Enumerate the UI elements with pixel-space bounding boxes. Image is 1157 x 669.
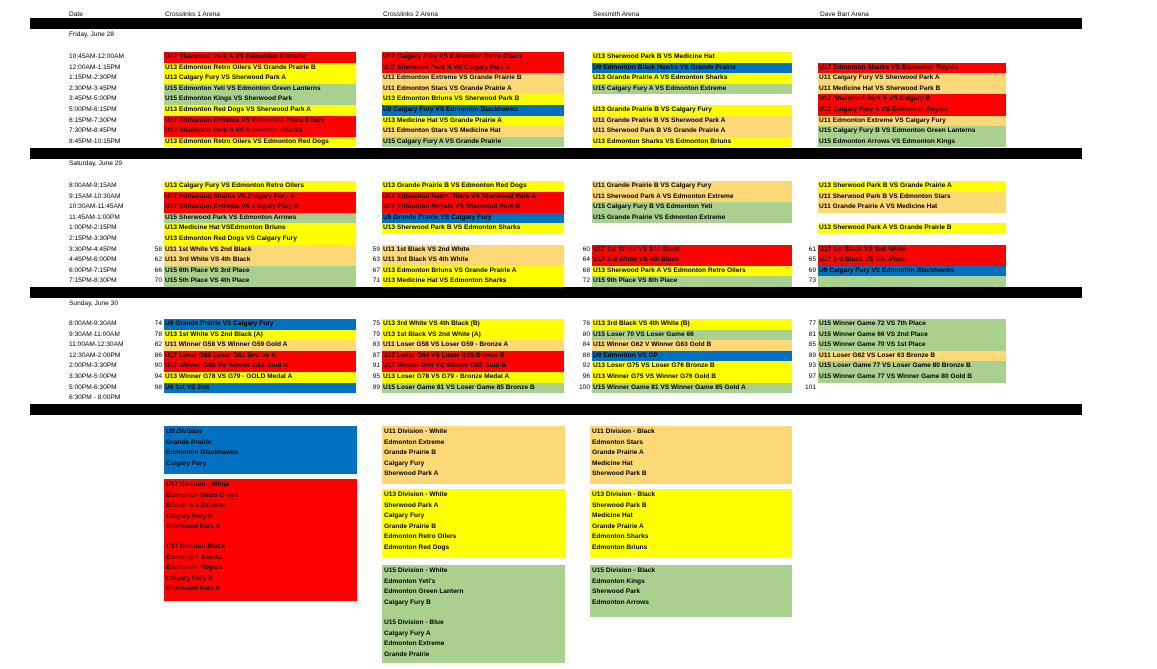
time-slot: 11:00AM-12:30AM [69,341,124,349]
time-slot: 11:45AM-1:00PM [69,213,120,221]
game-number: 72 [582,277,590,285]
division-team: Edmonton Kings [592,577,645,585]
division-team: Calgary Fury B [166,512,213,520]
division-team: Edmonton Stars [592,438,643,446]
header-crosslinks-2: Crosslinks 2 Arena [383,11,438,18]
division-title: U15 Division - Blue [384,619,444,626]
game-number: 95 [372,373,380,380]
time-slot: 9:30AM-11:00AM [69,330,120,338]
game-cell: U11 Winner G62 V Winner G63 Gold B [592,340,792,351]
game-number: 59 [372,245,380,253]
game-cell: U11 Edmonton Stars VS Medicine Hat [382,126,564,137]
game-cell: U11 Grande Prairie B VS Calgary Fury [592,181,792,192]
game-cell: U13 Winner G75 VS Winner G76 Gold B [592,372,792,383]
game-cell: U13 Grande Prairie B VS Edmonton Red Dogs [382,181,564,192]
game-cell: U13 Calgary Fury VS Edmonton Retro Oilers [164,181,356,192]
game-cell: U13 Sherwood Park B VS Medicine Hat [592,52,792,63]
game-number: 89 [808,351,816,359]
game-cell: U11 Loser G58 VS Loser G59 - Bronze A [382,340,564,351]
division-team: Medicine Hat [592,512,633,520]
time-slot: 2:00PM-3:30PM [69,362,117,370]
game-cell: U15 Calgary Fury B VS Edmonton Yeti [592,202,792,213]
time-slot: 3:45PM-5:00PM [69,95,117,103]
game-cell: U15 Calgary Fury A VS Grande Prairie [382,137,564,148]
division-team: Edmonton Extreme [384,640,445,648]
game-cell: U15 Sherwood Park VS Edmonton Arrows [164,213,356,224]
game-cell: U11 Edmonton Extreme VS Grande Prairie B [382,73,564,84]
division-team: Edmonton Royals [166,564,223,572]
division-team: Grande Prairie A [592,522,644,530]
time-slot: 8:45PM-10:15PM [69,137,121,145]
division-team: Grande Prairie B [384,522,437,530]
time-slot: 12:00AM-1:15PM [69,63,121,71]
division-team: Medicine Hat [592,459,633,467]
game-cell: U13 Edmonton Sharks VS Edmonton Briuns [592,137,792,148]
game-cell: U17 Sherwood Park B VS Calgary Fury A [382,63,564,74]
division-team: Sherwood Park B [592,470,647,478]
game-cell: U17 Loser G60 Loser G61 Bronze A [164,351,356,362]
division-team: Sherwood Park A [384,470,439,478]
game-cell: U17 3rd White VS 4th Black [592,255,792,266]
division-title: U9 Division [166,428,202,435]
game-cell: U15 6th Place VS 3rd Place [164,266,356,277]
division-team: Calgary Fury A [384,629,431,637]
game-cell: U13 Loser G75 VS Loser G76 Bronze B [592,361,792,372]
day-label-saturday: Saturday, June 29 [69,160,123,167]
division-title: U17 Division Black [166,543,226,550]
game-cell: U15 Calgary Fury A VS Edmonton Extreme [592,84,792,95]
game-number: 81 [808,330,816,338]
time-slot: 8:00AM-9:15AM [69,182,117,189]
division-title: U15 Division - Black [592,567,656,574]
division-team: Edmonton Arrows [592,598,649,606]
game-cell: U13 Sherwood Park B VS Edmonton Sharks [382,223,564,234]
division-team: Edmonton Yeti's [384,577,436,585]
game-cell: U11 Medicine Hat VS Sherwood Park B [818,84,1006,95]
game-cell: U13 Edmonton Briuns VS Sherwood Park B [382,94,564,105]
time-slot: 7:30PM-8:45PM [69,127,117,135]
game-number: 98 [154,383,162,391]
game-cell: U13 Edmonton Red Dogs VS Sherwood Park A [164,105,356,116]
game-cell: U13 Edmonton Retro Oilers VS Edmonton Red Dogs [164,137,356,148]
game-cell: U11 Sherwood Park B VS Grande Prairie A [592,126,792,137]
game-cell: U17 1st Black VS 2nd White [818,245,1006,256]
game-cell: U17 Edmonton Royals VS Sherwood Park B [382,202,564,213]
game-cell: U17 Sherwood Park A VS Calgary B [818,94,1006,105]
game-number: 101 [804,383,816,391]
division-u11-black [590,426,792,484]
game-cell: U11 Winner G58 VS Winner G59 Gold A [164,340,356,351]
time-slot: 4:45PM-6:00PM [69,256,117,264]
header-dave-barr: Dave Barr Arena [820,11,869,18]
game-number: 100 [578,383,590,391]
game-cell: U11 1st Black VS 2nd White [382,245,564,256]
division-team: Sherwood Park A [384,501,439,509]
game-cell: U13 Medicine Hat VSEdmonton Briuns [164,223,356,234]
game-cell: U11 Calgary Fury VS Sherwood Park A [818,73,1006,84]
game-cell: U17 Edmonton Sharks VS Calgary Fury A [164,192,356,203]
header-crosslinks-1: Crosslinks 1 Arena [165,11,220,18]
time-slot: 10:45AM-12:00AM [69,53,124,60]
day-label-sunday: Sunday, June 30 [69,300,119,307]
time-slot: 6:15PM-7:30PM [69,116,117,124]
game-cell: U11 Loser G62 VS Loser 63 Bronze B [818,351,1006,362]
time-slot: 7:15PM-8:30PM [69,277,117,285]
time-slot: 1:00PM-2:15PM [69,224,117,232]
game-cell: U17 Sherwood Park B VS Edmonton Sharks [164,126,356,137]
division-team: Edmonton Retro Oilers [166,491,239,499]
game-cell: U13 Medicine Hat VS Edmonton Sharks [382,276,564,287]
division-team: Edmonton Blackhawks [166,449,239,457]
game-cell: U15 Winner Game 72 VS 7th Place [818,319,1006,330]
game-number: 94 [154,373,162,380]
game-cell: U9 Edmonton Black Hawks VS Grande Prairie [592,63,792,74]
game-cell: U17 Edmonton Extreme VS Edmonton Retro Oilers [164,116,356,127]
game-cell: U13 Edmonton Briuns VS Grande Prairie A [382,266,564,277]
game-cell: U11 Sherwood Park A VS Edmonton Extreme [592,192,792,203]
division-team: Calgary Fury [166,459,207,467]
game-cell: U15 Loser Game 81 VS Loser Game 85 Bronze B [382,383,564,394]
time-slot: 8:00AM-9:30AM [69,320,117,327]
game-cell: U13 Medicine Hat VS Grande Prairie A [382,116,564,127]
division-team: Edmonton Green Lantern [384,588,464,596]
game-number: 70 [154,277,162,285]
game-number: 67 [372,266,380,274]
game-cell: U15 Edmonton Arrows VS Edmonton Kings [818,137,1006,148]
game-number: 77 [808,320,816,327]
game-number: 63 [372,256,380,264]
division-team: Calgary Fury [384,459,425,467]
game-cell: U9 Grande Prairie VS Calgary Fury [164,319,356,330]
game-cell: U17 Calgary Fury A VS Edmonton Royals [818,105,1006,116]
game-number: 92 [582,362,590,370]
game-cell: U13 Calgary Fury VS Sherwood Park A [164,73,356,84]
game-cell: U17 Winner G64 VS Winner G65 Gold B [382,361,564,372]
time-slot: 2:15PM-3:30PM [69,235,117,242]
game-number: 64 [582,256,590,264]
division-team: Sherwood Park A [166,523,221,531]
division-title: U13 Division - White [384,491,448,498]
division-team: Edmonton Extreme [166,502,227,510]
game-cell: U17 Calgary Fury VS Edmonton Retro Oilers [382,52,564,63]
division-team: Grande Prairie A [592,449,644,457]
game-cell: U11 3rd Black VS 4th White [382,255,564,266]
division-u13-black [590,489,792,557]
time-slot: 6:00PM-7:15PM [69,266,117,274]
game-number: 66 [154,266,162,274]
division-u17-black [164,541,357,601]
game-cell: U11 Grande Prairie B VS Sherwood Park A [592,116,792,127]
game-cell: U17 Sherwood Park A VS Edmonton Extreme [164,52,356,63]
game-cell: U9 1st VS 2nd [164,383,356,394]
game-number: 60 [582,245,590,253]
game-number: 62 [154,256,162,264]
separator-bar [30,18,1082,29]
game-number: 71 [372,277,380,285]
game-cell: U9 Grande Prairie VS Calgary Fury [382,213,564,224]
division-u9 [164,426,357,474]
game-cell: U17 Edmonton Sharks VS Edmonton Royals [818,63,1006,74]
game-number: 69 [808,266,816,274]
game-number: 75 [372,320,380,327]
game-number: 74 [154,320,162,327]
game-cell: U17 3rd Black VS 4th White [818,255,1006,266]
game-cell: U9 Edmonton VS GP [592,351,792,362]
division-team: Sherwood Park [592,588,641,596]
game-cell: U11 Grande Prairie A VS Medicine Hat [818,202,1006,213]
game-cell: U15 Loser 70 VS Loser Game 66 [592,330,792,341]
division-u17-white [164,479,357,541]
game-cell: U13 3rd Black VS 4th White (B) [592,319,792,330]
game-cell: U11 3rd White VS 4th Black [164,255,356,266]
game-cell [818,276,1006,287]
game-cell: U17 Edmonton Extreme VS Calgary Fury B [164,202,356,213]
time-slot: 3:30PM-4:45PM [69,245,117,253]
division-team: Edmonton Sharks [592,533,649,541]
game-cell: U17 Winner G60 VS Winner G61 Gold A [164,361,356,372]
game-number: 99 [372,383,380,391]
game-cell: U13 Edmonton Retro Oilers VS Grande Prairie B [164,63,356,74]
time-slot: 5:00PM-6:15PM [69,106,117,113]
game-number: 88 [582,351,590,359]
game-cell: U13 Sherwood Park A VS Edmonton Retro Oilers [592,266,792,277]
game-cell: U15 Loser Game 77 VS Loser Game 80 Bronze B [818,361,1006,372]
game-cell: U9 Calgary Fury VS Edmonton Blackhawks [818,266,1006,277]
division-u15-white [382,565,565,617]
division-u13-white [382,489,565,557]
separator-bar [30,287,1082,298]
game-cell: U15 Winner Game 81 VS Winner Game 85 Gold A [592,383,792,394]
game-number: 65 [808,256,816,264]
division-team: Grande Prairie [166,438,212,446]
game-cell: U13 Edmonton Red Dogs VS Calgary Fury [164,234,356,245]
game-cell: U11 Edmonton Stars VS Grande Prairie A [382,84,564,95]
game-cell: U15 Calgary Fury B VS Edmonton Green Lanterns [818,126,1006,137]
division-u15-blue [382,617,565,663]
game-number: 83 [372,341,380,349]
game-number: 76 [582,320,590,327]
division-title: U13 Division - Black [592,491,656,498]
game-cell: U13 Grande Prairie B VS Calgary Fury [592,105,792,116]
division-team: Edmonton Briuns [592,543,648,551]
game-number: 80 [582,330,590,338]
game-cell: U13 3rd White VS 4th Black (B) [382,319,564,330]
game-cell: U15 Edmonton Yeti VS Edmonton Green Lanterns [164,84,356,95]
game-number: 93 [808,362,816,370]
time-slot: 3:30PM-5:00PM [69,373,117,380]
division-team: Grande Prairie B [384,449,437,457]
game-cell: U13 Grande Prairie A VS Edmonton Sharks [592,73,792,84]
division-title: U11 Division - Black [592,428,655,435]
game-cell: U11 Edmonton Extreme VS Calgary Fury [818,116,1006,127]
game-cell: U15 Winner Game 77 VS Winner Game 80 Gold B [818,372,1006,383]
game-cell: U15 Grande Prairie VS Edmonton Extreme [592,213,792,224]
game-cell: U9 Calgary Fury VS Edmonton Blackhawks [382,105,564,116]
game-cell: U11 Sherwood Park B VS Edmonton Stars [818,192,1006,203]
division-team: Sherwood Park B [166,585,221,593]
division-title: U15 Division - White [384,567,448,574]
game-cell: U13 Winner G78 VS G79 - GOLD Medal A [164,372,356,383]
division-u11-white [382,426,565,484]
game-number: 97 [808,373,816,380]
division-team: Edmonton Retro Oilers [384,533,457,541]
game-cell: U13 1st White VS 2nd Black (A) [164,330,356,341]
time-slot: 10:30AM-11:45AM [69,203,124,211]
division-team: Calgary Fury A [166,574,213,582]
game-cell: U17 Loser G64 VS Loser G65 Bronze B [382,351,564,362]
game-number: 73 [808,277,816,285]
game-number: 85 [808,341,816,349]
game-number: 82 [154,341,162,349]
game-number: 96 [582,373,590,380]
division-team: Edmonton Extreme [384,438,445,446]
game-number: 87 [372,351,380,359]
game-cell: U13 1st Black VS 2nd White (A) [382,330,564,341]
game-cell: U15 Winner Game 66 VS 2nd Place [818,330,1006,341]
separator-bar [30,148,1082,159]
game-number: 58 [154,245,162,253]
time-slot: 2:30PM-3:45PM [69,84,117,92]
division-team: Calgary Fury B [384,598,431,606]
game-cell: U17 Edmonton Retro Oilers VS Sherwood Park A [382,192,564,203]
division-team: Edmonton Red Dogs [384,543,450,551]
division-team: Edmonton Sharks [166,553,223,561]
division-title: U17 Division - White [166,481,230,488]
game-cell: U17 1st White VS 2nd Black [592,245,792,256]
game-number: 79 [372,330,380,338]
game-cell: U13 Loser G78 VS G79 - Bronze Medal A [382,372,564,383]
day-label-friday: Friday, June 28 [69,31,114,38]
game-cell: U15 Edmonton Kings VS Sherwood Park [164,94,356,105]
game-number: 68 [582,266,590,274]
time-slot: 5:00PM-6:30PM [69,383,117,391]
time-slot: 6:30PM - 8:00PM [69,394,121,402]
division-team: Sherwood Park B [592,501,647,509]
header-sexsmith: Sexsmith Arena [593,11,640,18]
game-number: 86 [154,351,162,359]
game-cell: U15 Winner Game 70 VS 1st Place [818,340,1006,351]
division-u15-black [590,565,792,617]
division-title: U11 Division - White [384,428,448,435]
time-slot: 1:15PM-2:30PM [69,74,117,82]
division-team: Calgary Fury [384,512,425,520]
game-cell: U13 Sherwood Park A VS Grande Prairie B [818,223,1006,234]
division-team: Grande Prairie [384,650,430,658]
header-date: Date [69,11,83,18]
game-number: 84 [582,341,590,349]
game-number: 78 [154,330,162,338]
game-cell: U15 5th Place VS 4th Place [164,276,356,287]
time-slot: 12:30AM-2:00PM [69,351,121,359]
game-number: 90 [154,362,162,370]
time-slot: 9:15AM-10:30AM [69,192,121,200]
game-cell: U13 Sherwood Park B VS Grande Prairie A [818,181,1006,192]
game-number: 61 [808,245,816,253]
game-cell: U15 9th Place VS 8th Place [592,276,792,287]
separator-bar [30,404,1082,415]
game-number: 91 [372,362,380,370]
game-cell: U11 1st White VS 2nd Black [164,245,356,256]
